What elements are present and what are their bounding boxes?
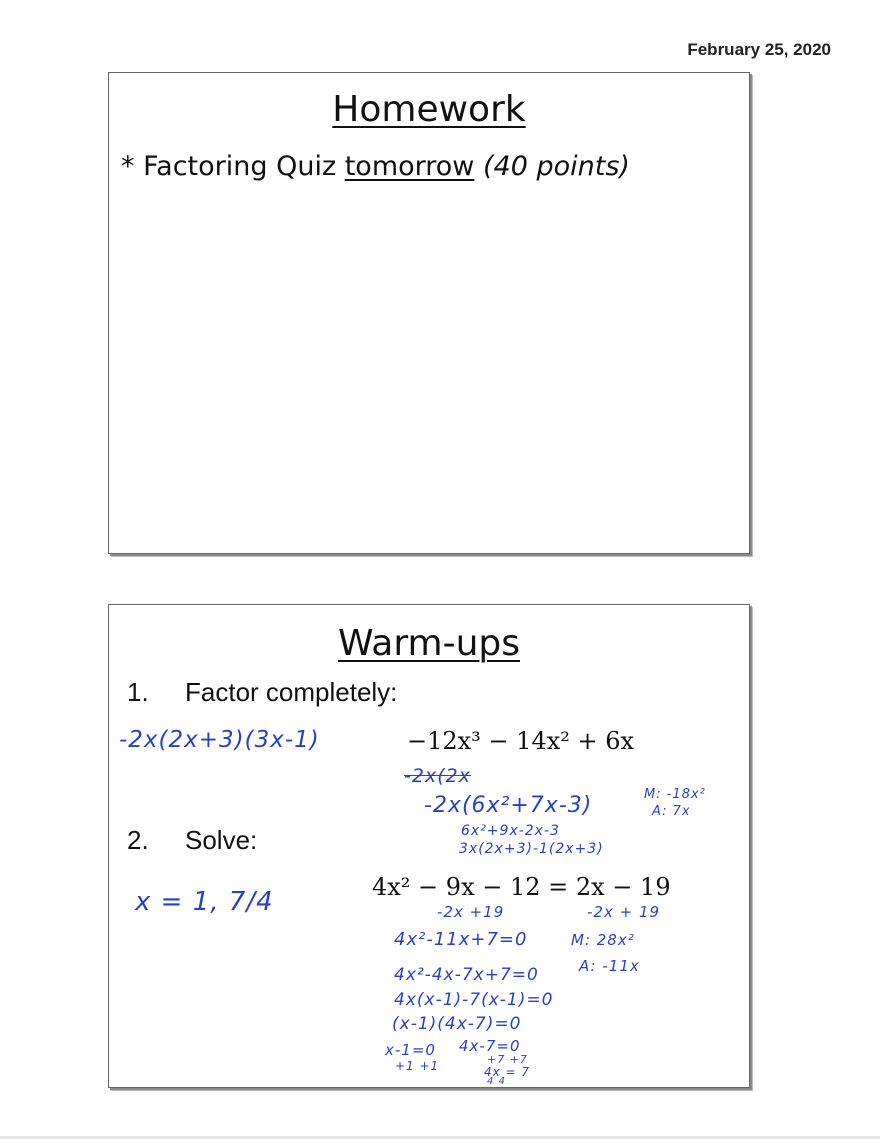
problem1-answer: -2x(2x+3)(3x-1) xyxy=(119,727,320,753)
problem2-equation: 4x² − 9x − 12 = 2x − 19 xyxy=(372,873,671,901)
problem1-instruction: Factor completely: xyxy=(185,677,398,707)
problem2-instruction: Solve: xyxy=(185,825,258,855)
problem1-work-split: 6x²+9x-2x-3 xyxy=(461,823,560,839)
warmups-title: Warm-ups xyxy=(337,623,520,664)
problem2-work-root2: 4x-7=0 xyxy=(459,1037,521,1055)
problem1-heading xyxy=(127,677,397,708)
problem1-work-crossed: -2x(2x xyxy=(404,765,471,787)
problem2-heading xyxy=(127,825,257,856)
problem2-work-factored: (x-1)(4x-7)=0 xyxy=(392,1014,522,1034)
problem1-work-gcf: -2x(6x²+7x-3) xyxy=(424,793,593,818)
problem2-work-subtract-right: -2x + 19 xyxy=(587,903,661,921)
problem2-work-root1: x-1=0 xyxy=(385,1041,436,1059)
problem1-expression: −12x³ − 14x² + 6x xyxy=(407,727,635,755)
problem2-number: 2. xyxy=(127,825,149,855)
item-prefix: Factoring Quiz xyxy=(143,151,337,182)
item-underlined: tomorrow xyxy=(344,151,475,182)
problem2-work-subtract-left: -2x +19 xyxy=(437,903,505,921)
problem2-work-split: 4x²-4x-7x+7=0 xyxy=(394,965,539,985)
problem1-work-group: 3x(2x+3)-1(2x+3) xyxy=(459,841,604,857)
date-header: February 25, 2020 xyxy=(687,40,831,59)
problem2-work-group: 4x(x-1)-7(x-1)=0 xyxy=(394,990,554,1010)
problem2-work-root2-add: +7 +7 xyxy=(487,1053,528,1066)
homework-title: Homework xyxy=(332,89,526,130)
problem1-work-a: A: 7x xyxy=(652,804,691,819)
problem2-work-standard: 4x²-11x+7=0 xyxy=(394,929,528,950)
homework-item xyxy=(121,151,630,182)
problem2-work-root2-result: 4x = 7 xyxy=(484,1065,531,1079)
problem1-number: 1. xyxy=(127,677,149,707)
warmups-slide xyxy=(108,604,750,1088)
problem2-work-root1-add: +1 +1 xyxy=(395,1059,440,1073)
problem2-answer: x = 1, 7/4 xyxy=(135,887,274,917)
problem2-work-m: M: 28x² xyxy=(571,931,635,949)
problem2-work-a: A: -11x xyxy=(579,957,640,975)
bullet-star: * xyxy=(121,151,135,182)
item-suffix: (40 points) xyxy=(482,151,630,182)
problem2-work-root2-divide: 4 4 xyxy=(487,1076,506,1087)
problem1-work-m: M: -18x² xyxy=(644,787,706,802)
homework-slide xyxy=(108,72,750,554)
